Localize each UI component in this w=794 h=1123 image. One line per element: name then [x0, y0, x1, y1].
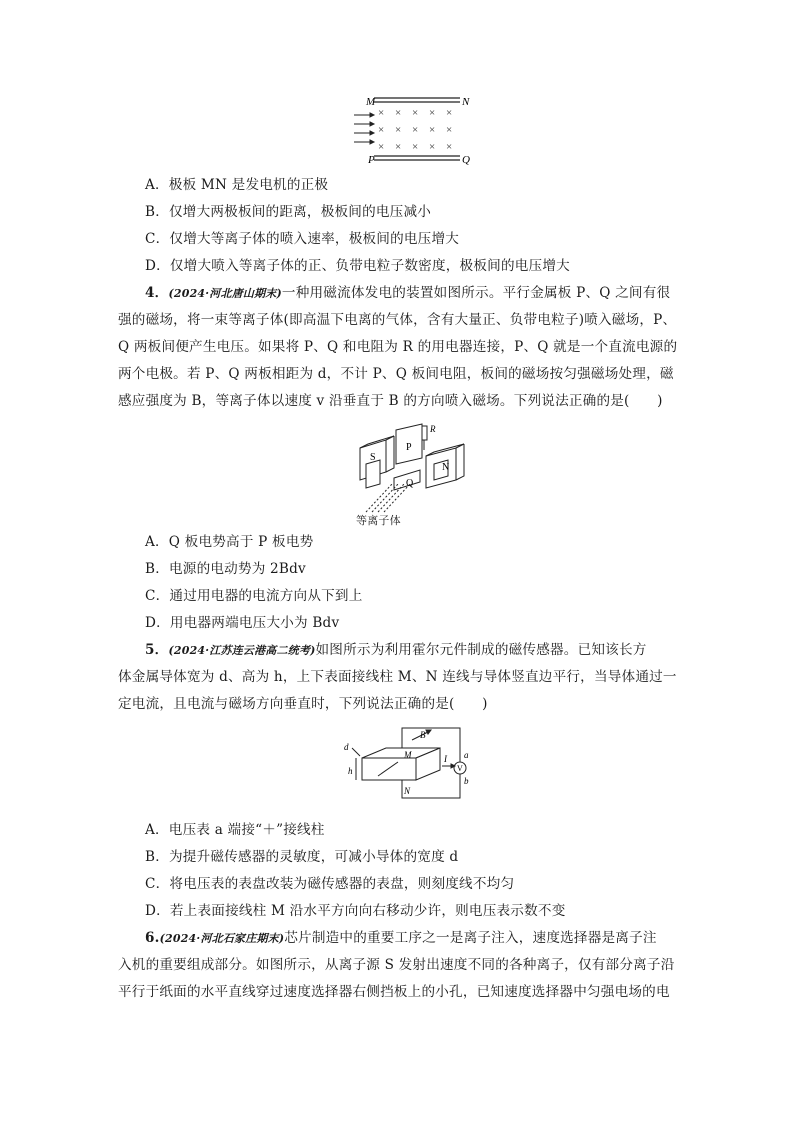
svg-text:×: ×: [395, 107, 402, 119]
q6-source: (2024·河北石家庄期末): [159, 932, 285, 945]
q4-text-4: 感应强度为 B，等离子体以速度 v 沿垂直于 B 的方向喷入磁场。下列说法正确的是( ): [118, 393, 663, 409]
svg-text:×: ×: [378, 124, 385, 136]
label-q: Q: [462, 154, 470, 166]
q3-option-a: A．极板 MN 是发电机的正极: [145, 177, 329, 193]
q3-option-b: B．仅增大两极板间的距离，极板间的电压减小: [145, 204, 432, 220]
label-i: I: [444, 754, 447, 764]
q3-option-d: D．仅增大喷入等离子体的正、负带电粒子数密度，极板间的电压增大: [145, 258, 570, 274]
q4-text-2: Q 两板间便产生电压。如果将 P、Q 和电阻为 R 的用电器连接，P、Q 就是一个直流电源的: [118, 339, 678, 355]
label-q-plate: Q: [406, 478, 414, 489]
svg-text:×: ×: [429, 124, 436, 136]
label-p-plate: P: [406, 442, 412, 453]
label-d: d: [344, 742, 349, 752]
svg-text:×: ×: [395, 124, 402, 136]
svg-text:×: ×: [412, 141, 419, 153]
label-r: R: [430, 424, 436, 434]
q5-source: (2024·江苏连云港高二统考): [168, 644, 316, 657]
q5-first-line: [145, 641, 647, 660]
label-s: S: [370, 452, 376, 463]
q4-text-0: 一种用磁流体发电的装置如图所示。平行金属板 P、Q 之间有很: [281, 285, 671, 301]
q4-number: 4．: [145, 285, 169, 301]
q5-text-1: 体金属导体宽为 d、高为 h，上下表面接线柱 M、N 连线与导体竖直边平行，当导体通过一: [118, 669, 677, 685]
plasma-caption: 等离子体: [356, 514, 401, 527]
q4-text-1: 强的磁场，将一束等离子体(即高温下电离的气体，含有大量正、负带电粒子)喷入磁场，P、: [118, 312, 677, 328]
q4-first-line: [145, 284, 670, 303]
q5-text-2: 定电流，且电流与磁场方向垂直时，下列说法正确的是( ): [118, 696, 488, 712]
q6-text-1: 入机的重要组成部分。如图所示，从离子源 S 发射出速度不同的各种离子，仅有部分离子沿: [118, 957, 675, 973]
svg-text:×: ×: [412, 107, 419, 119]
q5-option-b: B．为提升磁传感器的灵敏度，可减小导体的宽度 d: [145, 849, 459, 865]
q5-option-d: D．若上表面接线柱 M 沿水平方向向右移动少许，则电压表示数不变: [145, 903, 566, 919]
label-n-pole: N: [442, 462, 450, 473]
label-h: h: [348, 766, 353, 776]
q4-source: (2024·河北唐山期末): [168, 287, 282, 300]
label-m: M: [366, 96, 376, 108]
label-n: N: [462, 96, 470, 108]
label-a: a: [464, 750, 469, 760]
q6-text-2: 平行于纸面的水平直线穿过速度选择器右侧挡板上的小孔，已知速度选择器中匀强电场的电: [118, 984, 670, 1000]
plasma-arrows: [354, 113, 374, 144]
q4-option-b: B．电源的电动势为 2Bdv: [145, 561, 306, 577]
q4-option-c: C．通过用电器的电流方向从下到上: [145, 588, 363, 604]
svg-text:×: ×: [429, 107, 436, 119]
q6-text-0: 芯片制造中的重要工序之一是离子注入，速度选择器是离子注: [284, 930, 657, 946]
label-b-terminal: b: [464, 776, 469, 786]
q4-option-d: D．用电器两端电压大小为 Bdv: [145, 615, 340, 631]
q4-option-a: A．Q 板电势高于 P 板电势: [145, 534, 314, 550]
svg-text:×: ×: [395, 141, 402, 153]
svg-text:×: ×: [446, 141, 453, 153]
q3-option-c: C．仅增大等离子体的喷入速率，极板间的电压增大: [145, 231, 460, 247]
plates-field-figure: [350, 92, 490, 168]
label-b: B: [420, 730, 426, 740]
svg-text:×: ×: [412, 124, 419, 136]
label-p: P: [368, 154, 375, 166]
label-m-post: M: [404, 750, 412, 760]
q5-option-c: C．将电压表的表盘改装为磁传感器的表盘，则刻度线不均匀: [145, 876, 515, 892]
svg-text:×: ×: [378, 107, 385, 119]
svg-text:×: ×: [429, 141, 436, 153]
label-n-post: N: [404, 786, 411, 796]
mhd-generator-figure: [348, 420, 468, 526]
q5-option-a: A．电压表 a 端接“＋”接线柱: [145, 822, 325, 838]
q5-number: 5．: [145, 642, 169, 658]
q6-number: 6.: [145, 930, 160, 946]
svg-text:×: ×: [446, 124, 453, 136]
q5-text-0: 如图所示为利用霍尔元件制成的磁传感器。已知该长方: [315, 642, 647, 658]
q6-first-line: [145, 929, 657, 948]
hall-sensor-figure: [342, 724, 478, 802]
svg-text:×: ×: [378, 141, 385, 153]
voltmeter-icon: V: [457, 764, 463, 773]
q4-text-3: 两个电极。若 P、Q 两板相距为 d，不计 P、Q 板间电阻，板间的磁场按匀强磁场处理，磁: [118, 366, 674, 382]
svg-text:×: ×: [446, 107, 453, 119]
